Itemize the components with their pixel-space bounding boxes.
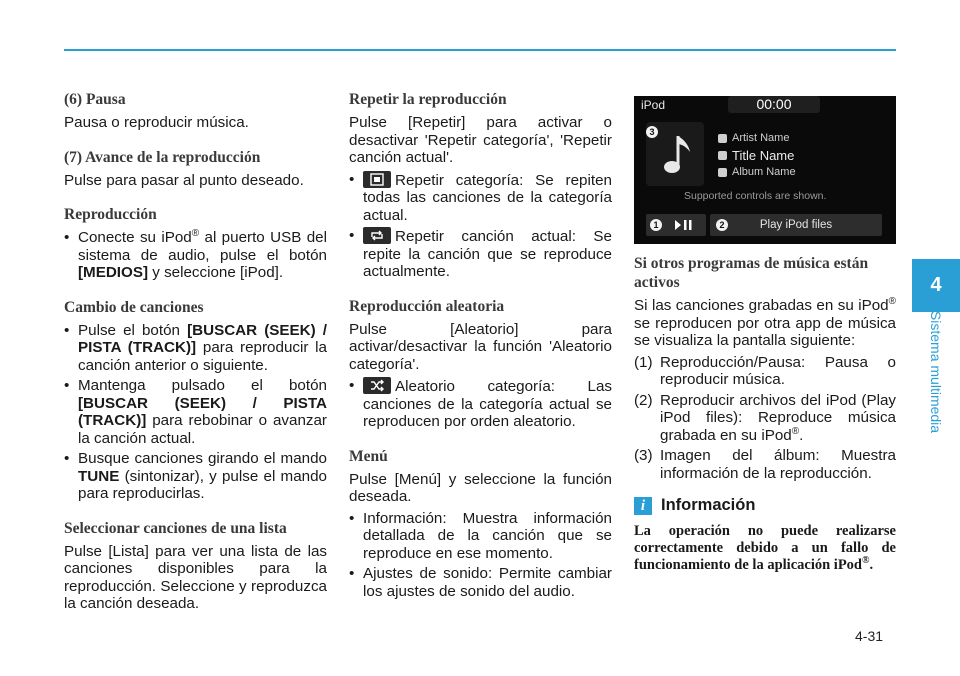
list-item: • Mantenga pulsado el botón [BUSCAR (SEEK) / PISTA (TRACK)] para rebobinar o avanzar la canción actual. <box>64 377 327 447</box>
album-icon <box>718 168 727 177</box>
album-name: Album Name <box>732 166 796 178</box>
heading-cambio: Cambio de canciones <box>64 298 204 316</box>
title-icon <box>718 151 727 160</box>
list-item: • Conecte su iPod® al puerto USB del sistema de audio, pulse el botón [MEDIOS] y seleccione [iPod]. <box>64 227 327 281</box>
badge-3: 3 <box>646 126 658 138</box>
column-left <box>64 90 327 629</box>
list-item: (3) Imagen del álbum: Muestra información de la reproducción. <box>634 447 896 482</box>
header-rule <box>64 49 896 51</box>
list-item: • Información: Muestra información detallada de la canción que se reproduce en ese momento. <box>349 509 612 562</box>
chapter-number-tab: 4 <box>912 259 960 312</box>
section-otros <box>634 254 896 482</box>
section-pausa <box>64 90 327 132</box>
heading-menu: Menú <box>349 447 388 465</box>
section-reproduccion <box>64 205 327 282</box>
text-aleatoria: Pulse [Aleatorio] para activar/desactivar la función 'Aleatorio categoría'. <box>349 320 612 373</box>
badge-1: 1 <box>650 219 662 231</box>
track-info <box>718 130 796 181</box>
ipod-screen-title: iPod <box>641 98 666 112</box>
text-lista: Pulse [Lista] para ver una lista de las canciones disponibles para la reproducción. Seleccione y reproduzca la canción deseada. <box>64 542 327 612</box>
repeat-one-icon <box>363 227 391 244</box>
heading-otros: Si otros programas de música están activos <box>634 255 869 291</box>
info-text: La operación no puede realizarse correctamente debido a un fallo de funcionamiento de la aplicación iPod®. <box>634 523 896 573</box>
artist-name: Artist Name <box>732 132 790 144</box>
text-pausa: Pausa o reproducir música. <box>64 114 249 131</box>
ipod-screen-image <box>634 96 896 244</box>
repeat-category-icon <box>363 171 391 188</box>
heading-reproduccion: Reproducción <box>64 206 157 223</box>
section-menu <box>349 447 612 601</box>
list-item: • Busque canciones girando el mando TUNE (sintonizar), y pulse el mando para reproducirlas. <box>64 450 327 502</box>
play-pause-button[interactable] <box>646 214 706 236</box>
section-cambio <box>64 298 327 503</box>
list-item: • Pulse el botón [BUSCAR (SEEK) / PISTA (TRACK)] para reproducir la canción anterior o siguiente. <box>64 321 327 374</box>
info-title: Información <box>661 496 756 514</box>
text-avance: Pulse para pasar al punto deseado. <box>64 171 304 189</box>
section-lista <box>64 519 327 613</box>
artist-icon <box>718 134 727 143</box>
column-right <box>634 96 896 574</box>
track-title: Title Name <box>732 148 795 163</box>
column-middle <box>349 90 612 616</box>
info-box-header <box>634 496 896 515</box>
text-menu: Pulse [Menú] y seleccione la función deseada. <box>349 470 612 505</box>
list-item: • Repetir categoría: Se repiten todas las canciones de la categoría actual. <box>349 170 612 224</box>
supported-notice: Supported controls are shown. <box>684 190 827 202</box>
section-aleatoria <box>349 297 612 431</box>
shuffle-icon <box>363 377 391 394</box>
section-avance <box>64 148 327 190</box>
heading-lista: Seleccionar canciones de una lista <box>64 519 287 537</box>
list-item: • Repetir canción actual: Se repite la canción que se reproduce actualmente. <box>349 227 612 280</box>
heading-aleatoria: Reproducción aleatoria <box>349 297 505 315</box>
ipod-clock: 00:00 <box>728 96 820 113</box>
text-repetir: Pulse [Repetir] para activar o desactivar 'Repetir categoría', 'Repetir canción actual'. <box>349 114 612 166</box>
chapter-label: Sistema multimedia <box>928 310 944 434</box>
badge-2: 2 <box>716 219 728 231</box>
text-otros: Si las canciones grabadas en su iPod® se reproducen por otra app de música se visualiza la pantalla siguiente: <box>634 295 896 349</box>
heading-repetir: Repetir la reproducción <box>349 91 507 108</box>
play-ipod-files-button[interactable]: 2 Play iPod files <box>710 214 882 236</box>
info-icon: i <box>634 497 652 515</box>
list-item: (2) Reproducir archivos del iPod (Play iPod files): Reproduce música grabada en su iPod®. <box>634 391 896 444</box>
page-number: 4-31 <box>855 628 884 644</box>
list-item: • Ajustes de sonido: Permite cambiar los ajustes de sonido del audio. <box>349 565 612 600</box>
list-item: • Aleatorio categoría: Las canciones de la categoría actual se reproducen por orden aleatorio. <box>349 377 612 430</box>
heading-avance: (7) Avance de la reproducción <box>64 148 261 166</box>
list-item: (1) Reproducción/Pausa: Pausa o reproducir música. <box>634 353 896 388</box>
section-repetir <box>349 90 612 281</box>
play-pause-icon <box>674 219 694 231</box>
heading-pausa: (6) Pausa <box>64 91 126 108</box>
